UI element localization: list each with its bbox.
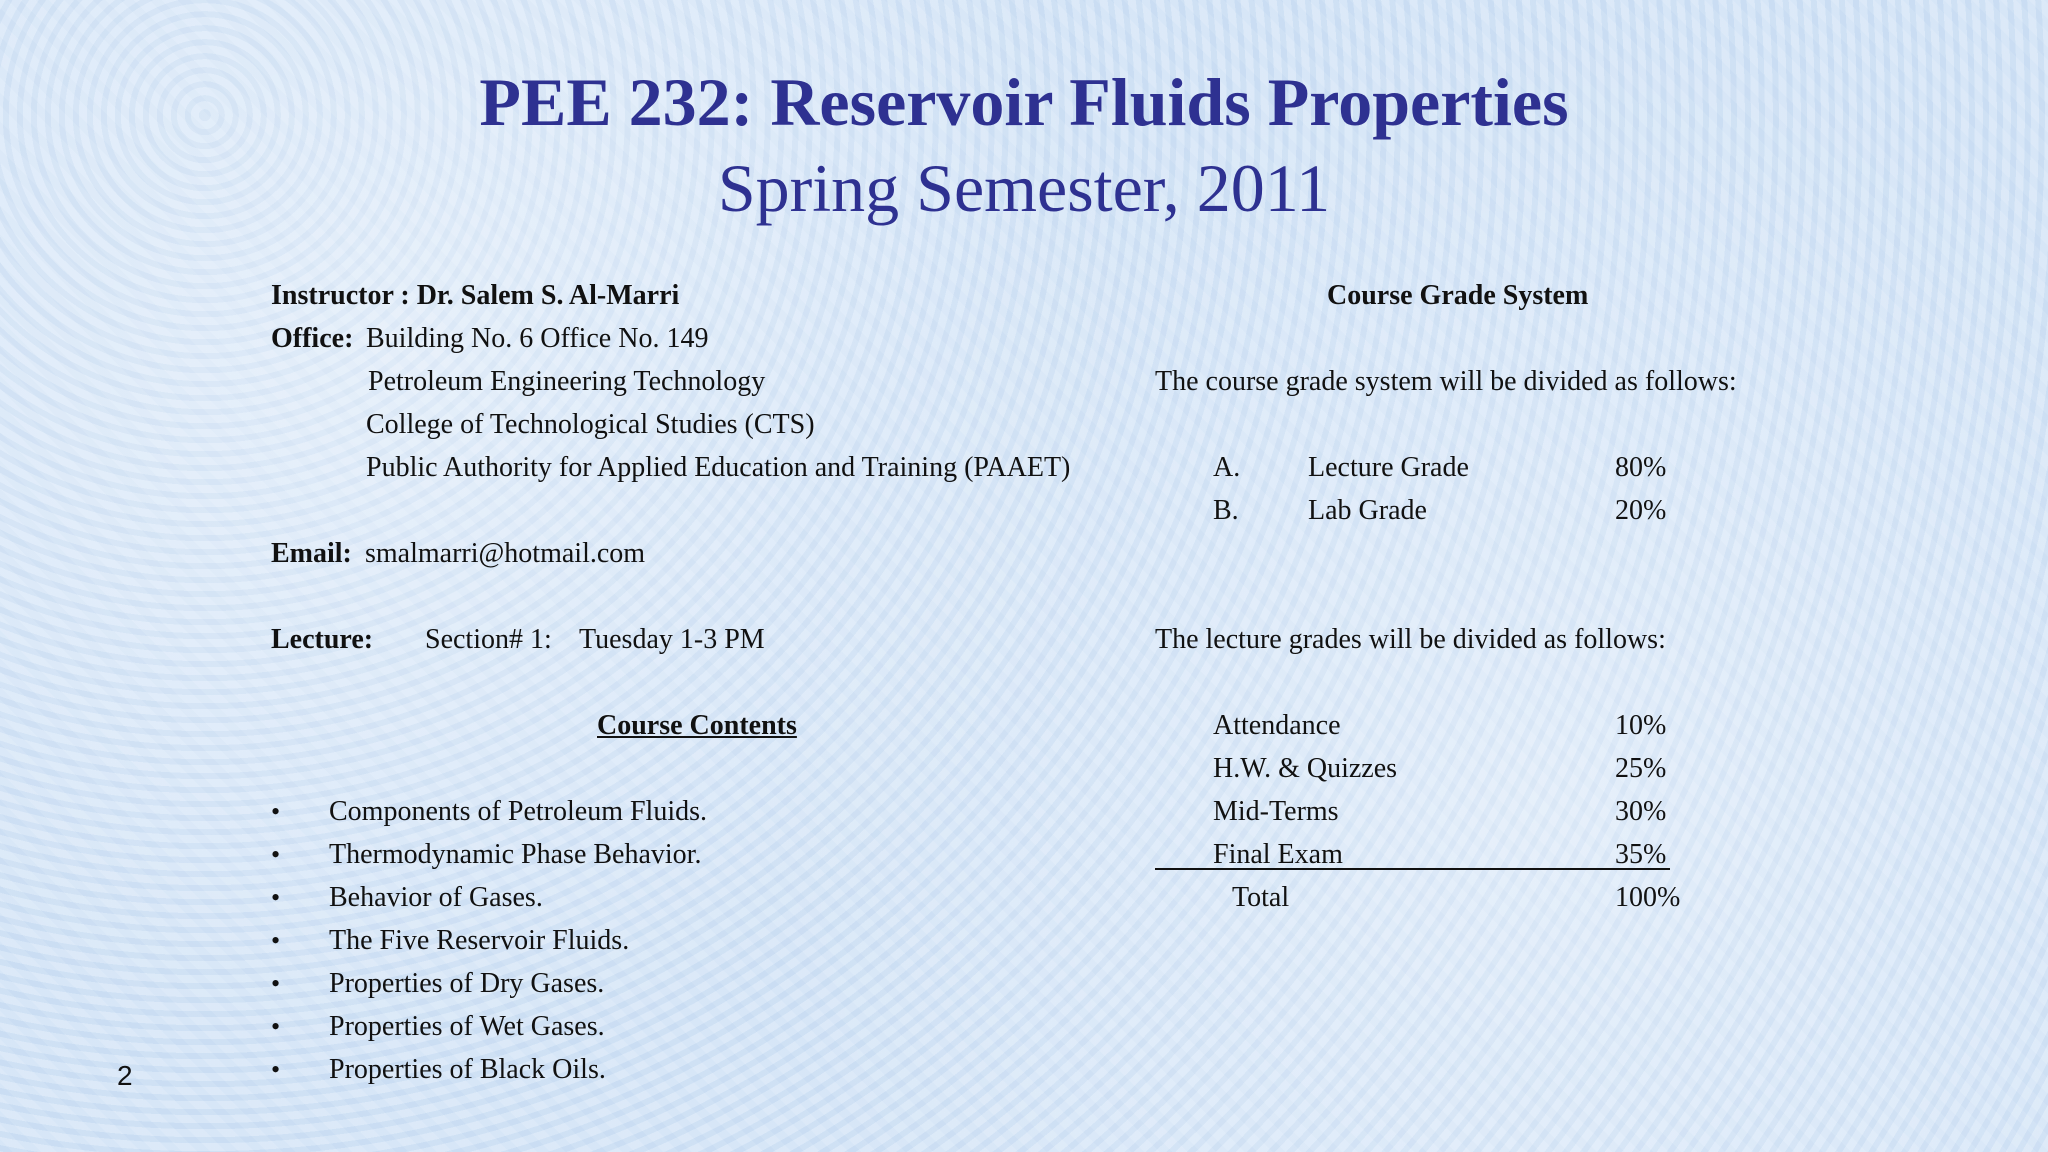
bullet-icon: • — [271, 840, 281, 869]
lecture-grade-value: 30% — [1615, 796, 1667, 827]
grade-value: 80% — [1615, 452, 1667, 483]
slide-title: PEE 232: Reservoir Fluids Properties — [479, 64, 1569, 140]
lecture-time: Tuesday 1-3 PM — [579, 624, 765, 655]
bullet-icon: • — [271, 969, 281, 998]
total-label: Total — [1232, 882, 1290, 913]
lecture-grade-label: Final Exam — [1213, 839, 1343, 870]
lecture-grade-value: 10% — [1615, 710, 1667, 741]
office-line: College of Technological Studies (CTS) — [366, 409, 815, 440]
grade-label: Lab Grade — [1308, 495, 1427, 526]
grade-label: Lecture Grade — [1308, 452, 1469, 483]
list-item: Thermodynamic Phase Behavior. — [329, 839, 702, 870]
list-item: Properties of Black Oils. — [329, 1054, 606, 1085]
slide-subtitle: Spring Semester, 2011 — [717, 150, 1331, 226]
grade-letter: B. — [1213, 495, 1239, 526]
lecture-grade-label: Attendance — [1213, 710, 1341, 741]
list-item: Components of Petroleum Fluids. — [329, 796, 707, 827]
office-label: Office: — [271, 323, 354, 354]
grade-letter: A. — [1213, 452, 1241, 483]
lecture-grade-value: 25% — [1615, 753, 1667, 784]
page-number: 2 — [117, 1060, 133, 1091]
lecture-grade-value: 35% — [1615, 839, 1667, 870]
lecture-grades-intro: The lecture grades will be divided as follows: — [1155, 624, 1666, 655]
list-item: The Five Reservoir Fluids. — [329, 925, 630, 956]
lecture-grade-label: H.W. & Quizzes — [1213, 753, 1398, 784]
bullet-icon: • — [271, 883, 281, 912]
total-divider — [1155, 868, 1670, 870]
grade-value: 20% — [1615, 495, 1667, 526]
instructor-label: Instructor : Dr. Salem S. Al-Marri — [271, 280, 680, 311]
bullet-icon: • — [271, 1012, 281, 1041]
bullet-icon: • — [271, 926, 281, 955]
email-label: Email: — [271, 538, 352, 569]
bullet-icon: • — [271, 1055, 281, 1084]
office-line: Public Authority for Applied Education and Training (PAAET) — [366, 452, 1071, 483]
total-value: 100% — [1615, 882, 1681, 913]
lecture-section: Section# 1: — [425, 624, 552, 655]
email-value: smalmarri@hotmail.com — [365, 538, 646, 569]
office-line: Petroleum Engineering Technology — [368, 366, 766, 397]
lecture-grade-label: Mid-Terms — [1213, 796, 1339, 827]
list-item: Properties of Dry Gases. — [329, 968, 605, 999]
grade-system-intro: The course grade system will be divided as follows: — [1155, 366, 1737, 397]
office-line: Building No. 6 Office No. 149 — [366, 323, 709, 354]
list-item: Behavior of Gases. — [329, 882, 543, 913]
bullet-icon: • — [271, 797, 281, 826]
lecture-label: Lecture: — [271, 624, 374, 655]
grade-system-heading: Course Grade System — [1327, 280, 1589, 311]
list-item: Properties of Wet Gases. — [329, 1011, 605, 1042]
course-contents-heading: Course Contents — [597, 710, 797, 741]
